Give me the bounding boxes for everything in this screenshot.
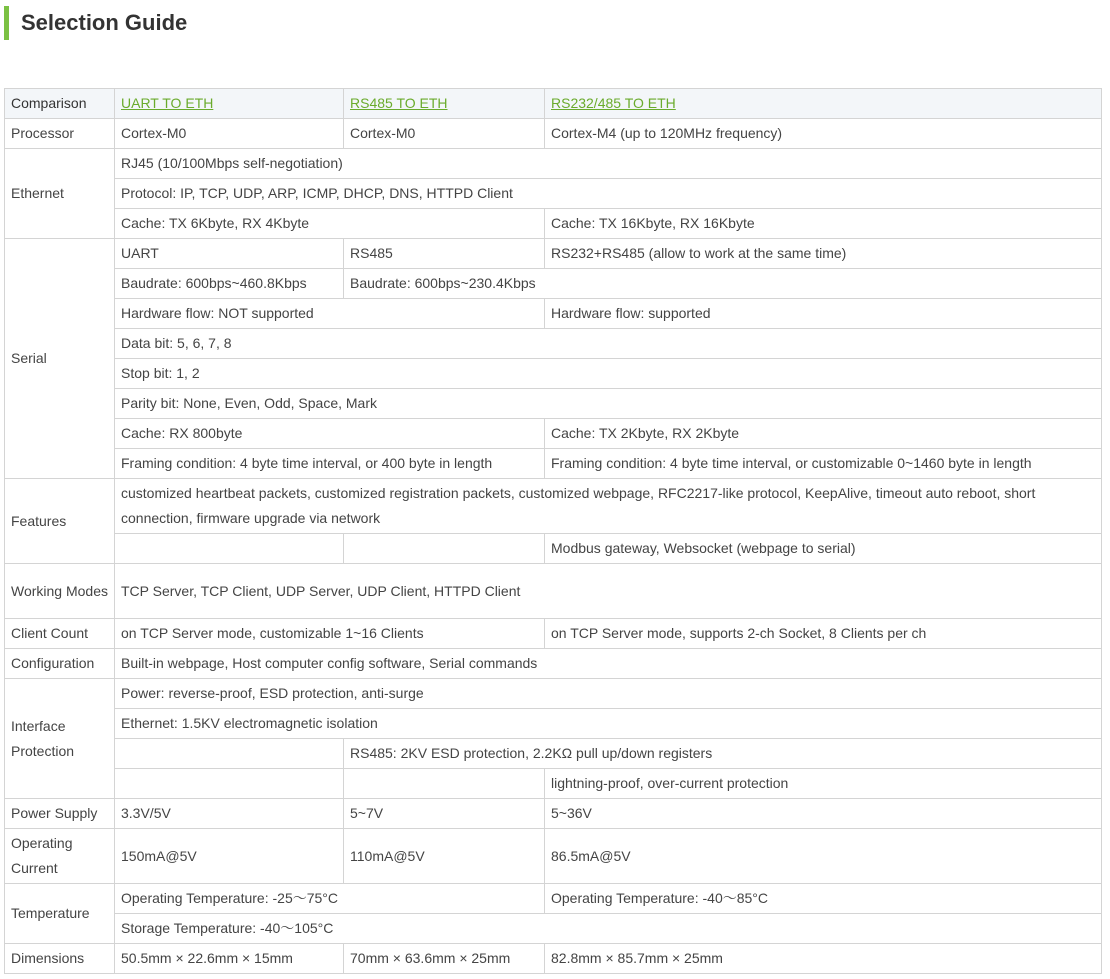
table-cell: Modbus gateway, Websocket (webpage to serial) [545, 534, 1102, 564]
table-cell: Hardware flow: supported [545, 299, 1102, 329]
empty-cell [344, 769, 545, 799]
page-title: Selection Guide [21, 10, 188, 35]
table-cell: Cache: TX 16Kbyte, RX 16Kbyte [545, 209, 1102, 239]
table-cell: Storage Temperature: -40～105°C [115, 914, 1102, 944]
uart-to-eth-link[interactable]: UART TO ETH [121, 95, 214, 111]
table-row [5, 329, 1102, 359]
table-header-row [5, 89, 1102, 119]
table-cell: Power: reverse-proof, ESD protection, anti-surge [115, 679, 1102, 709]
table-row [5, 679, 1102, 709]
table-row [5, 239, 1102, 269]
table-row [5, 419, 1102, 449]
row-label-interface-protection: Interface Protection [5, 679, 115, 799]
table-row [5, 149, 1102, 179]
table-cell: RS232+RS485 (allow to work at the same time) [545, 239, 1102, 269]
table-cell: 5~7V [344, 799, 545, 829]
row-label-features: Features [5, 479, 115, 564]
table-cell: on TCP Server mode, customizable 1~16 Clients [115, 619, 545, 649]
table-cell: RS485: 2KV ESD protection, 2.2KΩ pull up/down registers [344, 739, 1102, 769]
table-cell: Built-in webpage, Host computer config software, Serial commands [115, 649, 1102, 679]
table-row [5, 769, 1102, 799]
table-cell: Hardware flow: NOT supported [115, 299, 545, 329]
table-cell: Cache: RX 800byte [115, 419, 545, 449]
column-header-comparison: Comparison [5, 89, 115, 119]
table-row [5, 449, 1102, 479]
table-cell: 86.5mA@5V [545, 829, 1102, 884]
row-label-configuration: Configuration [5, 649, 115, 679]
row-label-dimensions: Dimensions [5, 944, 115, 974]
table-cell: 3.3V/5V [115, 799, 344, 829]
column-header-cell [344, 89, 545, 119]
table-cell: customized heartbeat packets, customized registration packets, customized webpage, RFC2217-like protocol, KeepAlive, timeout auto reboot, short connection, firmware upgrade via network [115, 479, 1102, 534]
row-label-working-modes: Working Modes [5, 564, 115, 619]
table-cell: Cortex-M0 [344, 119, 545, 149]
rs485-to-eth-link[interactable]: RS485 TO ETH [350, 95, 448, 111]
table-cell: 150mA@5V [115, 829, 344, 884]
section-heading [4, 6, 187, 40]
table-row [5, 619, 1102, 649]
table-row [5, 564, 1102, 619]
column-header-cell [545, 89, 1102, 119]
table-cell: Data bit: 5, 6, 7, 8 [115, 329, 1102, 359]
rs232-485-to-eth-link[interactable]: RS232/485 TO ETH [551, 95, 676, 111]
table-row [5, 269, 1102, 299]
heading-accent-bar [4, 6, 9, 40]
table-row [5, 179, 1102, 209]
row-label-power-supply: Power Supply [5, 799, 115, 829]
table-row [5, 709, 1102, 739]
table-cell: Cache: TX 6Kbyte, RX 4Kbyte [115, 209, 545, 239]
column-header-cell [115, 89, 344, 119]
table-cell: RJ45 (10/100Mbps self-negotiation) [115, 149, 1102, 179]
row-label-ethernet: Ethernet [5, 149, 115, 239]
table-cell: Stop bit: 1, 2 [115, 359, 1102, 389]
table-row [5, 944, 1102, 974]
table-cell: Parity bit: None, Even, Odd, Space, Mark [115, 389, 1102, 419]
table-row [5, 299, 1102, 329]
table-cell: TCP Server, TCP Client, UDP Server, UDP Client, HTTPD Client [115, 564, 1102, 619]
row-label-client-count: Client Count [5, 619, 115, 649]
row-label-temperature: Temperature [5, 884, 115, 944]
table-cell: 82.8mm × 85.7mm × 25mm [545, 944, 1102, 974]
selection-guide-table [4, 88, 1102, 974]
empty-cell [115, 534, 344, 564]
table-cell: Cortex-M0 [115, 119, 344, 149]
empty-cell [344, 534, 545, 564]
empty-cell [115, 739, 344, 769]
table-cell: Framing condition: 4 byte time interval, or customizable 0~1460 byte in length [545, 449, 1102, 479]
table-cell: Framing condition: 4 byte time interval, or 400 byte in length [115, 449, 545, 479]
table-cell: Cache: TX 2Kbyte, RX 2Kbyte [545, 419, 1102, 449]
table-row [5, 119, 1102, 149]
table-cell: 110mA@5V [344, 829, 545, 884]
table-cell: RS485 [344, 239, 545, 269]
row-label-processor: Processor [5, 119, 115, 149]
table-row [5, 479, 1102, 534]
table-cell: UART [115, 239, 344, 269]
table-cell: Ethernet: 1.5KV electromagnetic isolation [115, 709, 1102, 739]
table-cell: on TCP Server mode, supports 2-ch Socket, 8 Clients per ch [545, 619, 1102, 649]
table-cell: 50.5mm × 22.6mm × 15mm [115, 944, 344, 974]
table-cell: Protocol: IP, TCP, UDP, ARP, ICMP, DHCP, DNS, HTTPD Client [115, 179, 1102, 209]
table-cell: Operating Temperature: -40～85°C [545, 884, 1102, 914]
table-cell: Operating Temperature: -25～75°C [115, 884, 545, 914]
empty-cell [115, 769, 344, 799]
table-row [5, 209, 1102, 239]
table-cell: Baudrate: 600bps~230.4Kbps [344, 269, 1102, 299]
row-label-operating-current: Operating Current [5, 829, 115, 884]
table-cell: lightning-proof, over-current protection [545, 769, 1102, 799]
table-row [5, 534, 1102, 564]
table-row [5, 829, 1102, 884]
table-row [5, 359, 1102, 389]
table-cell: Cortex-M4 (up to 120MHz frequency) [545, 119, 1102, 149]
table-cell: 70mm × 63.6mm × 25mm [344, 944, 545, 974]
row-label-serial: Serial [5, 239, 115, 479]
table-row [5, 884, 1102, 914]
table-row [5, 389, 1102, 419]
table-row [5, 914, 1102, 944]
table-cell: Baudrate: 600bps~460.8Kbps [115, 269, 344, 299]
table-row [5, 649, 1102, 679]
table-row [5, 739, 1102, 769]
table-row [5, 799, 1102, 829]
table-cell: 5~36V [545, 799, 1102, 829]
